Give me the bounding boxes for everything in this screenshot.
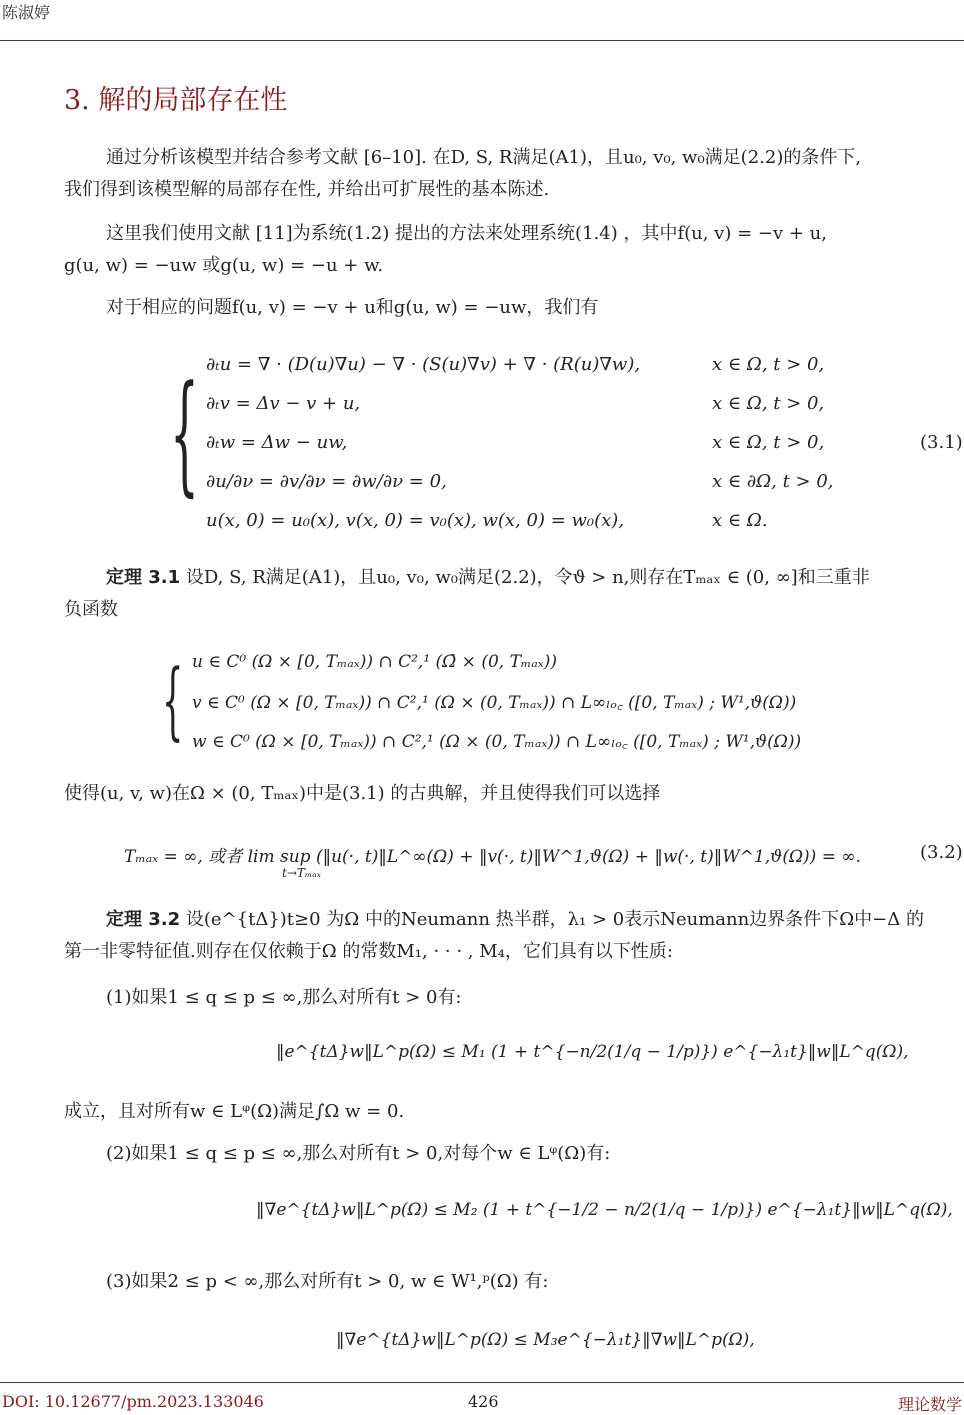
para1-line1: 通过分析该模型并结合参考文献 [6–10]. 在D, S, R满足(A1)，且u₀, v₀, w₀满足(2.2)的条件下, [106,147,862,168]
theorem31-line1 [106,564,870,592]
theorem32-item2: (2)如果1 ≤ q ≤ p ≤ ∞,那么对所有t > 0,对每个w ∈ Lᵠ(Ω)有: [106,1143,611,1164]
theorem31-after: 使得(u, v, w)在Ω × (0, Tₘₐₓ)中是(3.1) 的古典解，并且使得我们可以选择 [64,783,661,804]
theorem31-label: 定理 3.1 [106,567,181,588]
sys31-row2-cond: x ∈ Ω, t > 0, [712,393,825,414]
system-brace: { [170,357,199,509]
sys31-row3-lhs: ∂ₜw = Δw − uw, [206,432,348,453]
theorem31-row-w: w ∈ C⁰ (Ω × [0, Tₘₐₓ)) ∩ C²,¹ (Ω × (0, Tₘₐₓ)) ∩ L∞ₗₒ꜀ ([0, Tₘₐₓ) ; W¹,ϑ(Ω)) [192,732,802,752]
eq-number-3-1: (3.1) [920,432,963,453]
para3: 对于相应的问题f(u, v) = −v + u和g(u, w) = −uw，我们有 [106,297,599,318]
running-author: 陈淑婷 [2,3,51,22]
eq-3-2-limsup-sub: t→Tₘₐₓ [282,866,322,880]
sys31-row5-cond: x ∈ Ω. [712,510,768,531]
para1-line2: 我们得到该模型解的局部存在性, 并给出可扩展性的基本陈述. [64,179,550,200]
theorem32-line2: 第一非零特征值.则存在仅依赖于Ω 的常数M₁, · · · , M₄，它们具有以下性质: [64,941,673,962]
theorem31-text: 设D, S, R满足(A1)，且u₀, v₀, w₀满足(2.2)，令ϑ > n,则存在Tₘₐₓ ∈ (0, ∞]和三重非 [185,567,870,588]
theorem31-line2: 负函数 [64,599,118,620]
sys31-row4-lhs: ∂u/∂ν = ∂v/∂ν = ∂w/∂ν = 0, [206,471,447,492]
para2-line2: g(u, w) = −uw 或g(u, w) = −u + w. [64,255,384,276]
sys31-row1-lhs: ∂ₜu = ∇ · (D(u)∇u) − ∇ · (S(u)∇v) + ∇ · (R(u)∇w), [206,354,641,375]
theorem31-brace: { [162,651,184,749]
para2-line1: 这里我们使用文献 [11]为系统(1.2) 提出的方法来处理系统(1.4) ，其中f(u, v) = −v + u, [106,223,827,244]
sys31-row3-cond: x ∈ Ω, t > 0, [712,432,825,453]
theorem32-text: 设(e^{tΔ})t≥0 为Ω 中的Neumann 热半群，λ₁ > 0表示Neumann边界条件下Ω中−Δ 的 [185,909,924,930]
eq-3-2: Tₘₐₓ = ∞, 或者 lim sup (‖u(·, t)‖L^∞(Ω) + ‖v(·, t)‖W^1,ϑ(Ω) + ‖w(·, t)‖W^1,ϑ(Ω)) = ∞. [124,847,861,867]
theorem32-eq3: ‖∇e^{tΔ}w‖L^p(Ω) ≤ M₃e^{−λ₁t}‖∇w‖L^p(Ω), [336,1330,755,1350]
theorem32-label: 定理 3.2 [106,909,181,930]
theorem32-eq2: ‖∇e^{tΔ}w‖L^p(Ω) ≤ M₂ (1 + t^{−1/2 − n/2(1/q − 1/p)}) e^{−λ₁t}‖w‖L^q(Ω), [256,1200,953,1220]
theorem32-item3: (3)如果2 ≤ p < ∞,那么对所有t > 0, w ∈ W¹,ᵖ(Ω) 有: [106,1271,549,1292]
theorem31-row-v: v ∈ C⁰ (Ω × [0, Tₘₐₓ)) ∩ C²,¹ (Ω × (0, Tₘₐₓ)) ∩ L∞ₗₒ꜀ ([0, Tₘₐₓ) ; W¹,ϑ(Ω)) [192,693,797,713]
sys31-row2-lhs: ∂ₜv = Δv − v + u, [206,393,361,414]
footer-doi-link[interactable]: DOI: 10.12677/pm.2023.133046 [2,1392,264,1411]
footer-page-number: 426 [468,1392,499,1411]
sys31-row4-cond: x ∈ ∂Ω, t > 0, [712,471,834,492]
theorem32-after1: 成立，且对所有w ∈ Lᵠ(Ω)满足∫Ω w = 0. [64,1101,405,1122]
section-title: 3. 解的局部存在性 [64,85,288,116]
theorem32-eq1: ‖e^{tΔ}w‖L^p(Ω) ≤ M₁ (1 + t^{−n/2(1/q − 1/p)}) e^{−λ₁t}‖w‖L^q(Ω), [276,1042,909,1062]
sys31-row5-lhs: u(x, 0) = u₀(x), v(x, 0) = v₀(x), w(x, 0) = w₀(x), [206,510,625,531]
theorem31-row-u: u ∈ C⁰ (Ω × [0, Tₘₐₓ)) ∩ C²,¹ (Ω̄ × (0, Tₘₐₓ)) [192,652,558,672]
theorem32-item1: (1)如果1 ≤ q ≤ p ≤ ∞,那么对所有t > 0有: [106,987,462,1008]
footer-journal-link[interactable]: 理论数学 [897,1395,962,1414]
sys31-row1-cond: x ∈ Ω, t > 0, [712,354,825,375]
eq-number-3-2: (3.2) [920,842,963,863]
page-header [0,0,964,41]
theorem32-line1 [106,906,924,934]
page-footer-rule [0,1382,964,1383]
